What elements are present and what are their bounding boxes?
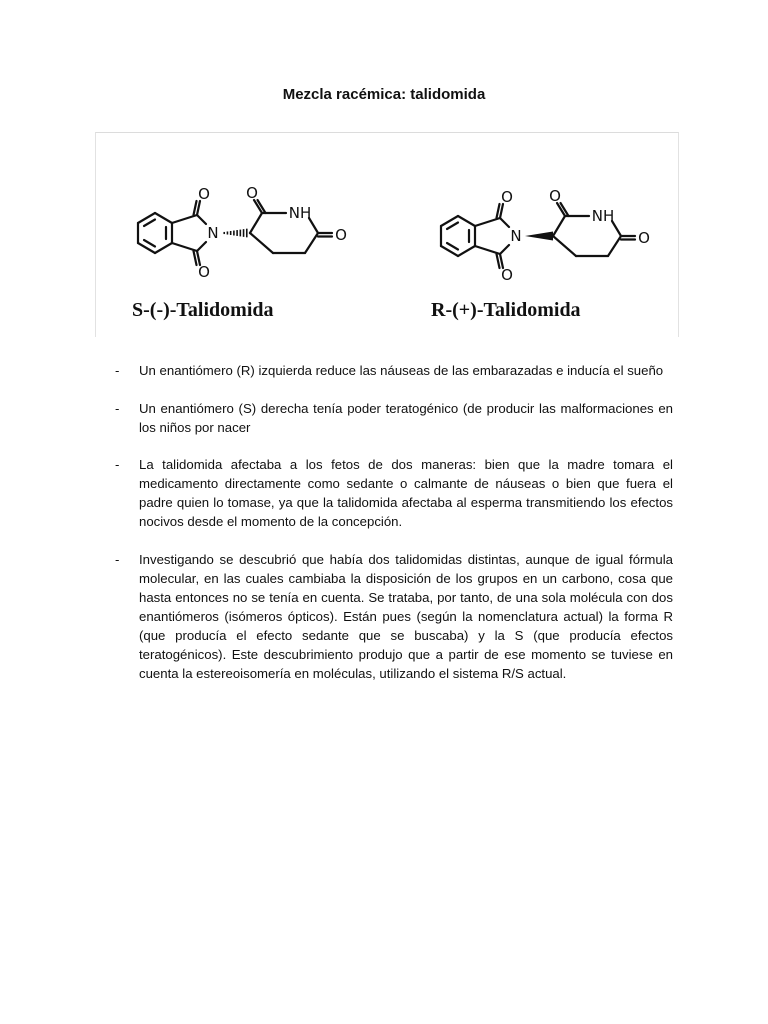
bullet-dash: -	[115, 457, 120, 472]
page-title: Mezcla racémica: talidomida	[282, 86, 486, 103]
bullet-item	[115, 399, 673, 437]
oxygen-atom: O	[198, 263, 210, 281]
oxygen-atom: O	[501, 188, 513, 206]
r-thalidomide-structure	[441, 187, 650, 284]
bond	[497, 204, 500, 218]
bond	[197, 201, 200, 215]
oxygen-atom: O	[335, 226, 347, 244]
wedge-bond	[525, 232, 553, 241]
oxygen-atom: O	[198, 185, 210, 203]
bond	[144, 240, 155, 247]
bond	[172, 215, 197, 223]
bond	[458, 246, 475, 256]
nitrogen-atom: N	[207, 224, 219, 242]
bond	[458, 216, 475, 226]
bond	[553, 216, 565, 236]
bond	[144, 220, 155, 227]
nh-group: NH	[591, 207, 615, 225]
bullet-item	[115, 455, 673, 531]
bullet-item	[115, 550, 673, 683]
bond	[305, 233, 318, 253]
bond	[194, 201, 197, 215]
s-thalidomide-label: S-(-)-Talidomida	[132, 299, 274, 321]
oxygen-atom: O	[246, 184, 258, 202]
bond	[155, 213, 172, 223]
bullet-text: Un enantiómero (S) derecha tenía poder teratogénico (de producir las malformaciones en los niños por nacer	[139, 400, 673, 435]
nitrogen-atom: N	[510, 227, 522, 245]
bond	[497, 254, 500, 268]
s-thalidomide-structure	[138, 184, 347, 281]
bond	[475, 218, 500, 226]
bond	[500, 245, 509, 254]
nh-group: NH	[288, 204, 312, 222]
bullet-text: Un enantiómero (R) izquierda reduce las náuseas de las embarazadas e inducía el sueño	[139, 363, 664, 378]
bullet-item	[115, 361, 673, 380]
bullet-dash: -	[115, 400, 120, 416]
oxygen-atom: O	[549, 187, 561, 205]
bullet-dash: -	[115, 551, 120, 567]
bullet-dash: -	[115, 363, 120, 378]
bond	[608, 236, 621, 256]
bond	[553, 236, 576, 256]
bond	[172, 243, 197, 251]
bullet-text: Investigando se descubrió que había dos talidomidas distintas, aunque de igual fórmula molecular, en las cuales cambiaba la disposición de los grupos en un carbono, cosa que hasta entonces no se tenía en cuenta. Se trataba, por tanto, de una sola molécula con dos enantiómeros (isómeros ópticos). Están pues (según la nomenclatura actual) la forma R (que producía el efecto sedante que se buscaba) y la S (que producía efectos teratogénicos). Este descubrimiento produjo que a partir de ese momento se tuviese en cuenta la estereoisomería en moléculas, utilizando el sistema R/S actual.	[139, 551, 673, 681]
bond	[194, 251, 197, 265]
bond	[197, 242, 206, 251]
bond	[447, 243, 458, 250]
thalidomide-structures-figure	[95, 132, 679, 337]
bond	[500, 218, 509, 227]
oxygen-atom: O	[501, 266, 513, 284]
bullet-list	[115, 361, 673, 701]
bond	[250, 233, 273, 253]
oxygen-atom: O	[638, 229, 650, 247]
bond	[197, 215, 206, 224]
r-thalidomide-label: R-(+)-Talidomida	[431, 299, 581, 321]
bullet-text: La talidomida afectaba a los fetos de dos maneras: bien que la madre tomara el medicamento directamente como sedante o calmante de náuseas o bien que fuera el padre quien lo tomase, ya que la talidomida afectaba al esperma transmitiendo los efectos nocivos desde el momento de la concepción.	[139, 457, 673, 529]
bond	[250, 213, 262, 233]
bond	[155, 243, 172, 253]
bond	[500, 204, 503, 218]
bond	[475, 246, 500, 254]
bond	[447, 223, 458, 230]
